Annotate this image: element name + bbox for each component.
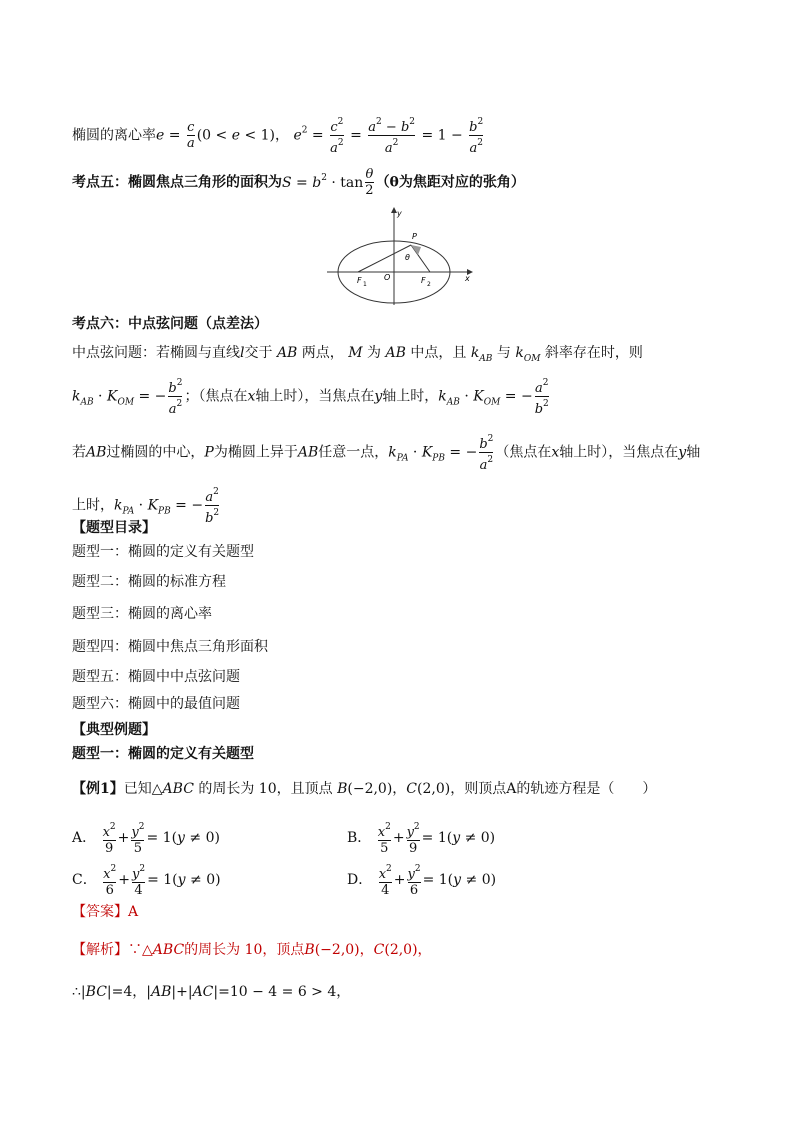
catalog-item-5: 题型五：椭圆中中点弦问题 (72, 669, 240, 685)
section6-para3: 若AB过椭圆的中心，P为椭圆上异于AB任意一点，$k_{PA} \cdot K_{PB}$ = − $\frac{b^2}{a^2}$ （焦点在x轴上时），当焦点在y轴 (72, 434, 701, 473)
eccentricity-line: 椭圆的离心率e = $\frac{c}{a}$ (0 < e < 1)， $e^2$ = $\frac{c^2}{a^2}$ = $\frac{a^2 - b^2}{a^2}$ = 1 − $\frac{b^2}{a^2}$ (72, 117, 484, 156)
ellipse-focal-triangle-figure (325, 205, 475, 305)
label-y-axis: y (397, 209, 402, 218)
type1-heading: 题型一：椭圆的定义有关题型 (72, 746, 254, 762)
label-theta: θ (405, 253, 410, 262)
catalog-item-3: 题型三：椭圆的离心率 (72, 606, 212, 622)
option-a[interactable]: A． $\frac{x^2}{9}$ + $\frac{y^2}{5}$ = 1(y ≠ 0) (72, 822, 220, 856)
label-f2-sub: 2 (427, 281, 431, 288)
label-f1: F (357, 276, 362, 285)
eccentricity-prefix: 椭圆的离心率 (72, 127, 156, 144)
label-f1-sub: 1 (363, 281, 367, 288)
label-f2: F (421, 276, 426, 285)
catalog-heading: 【题型目录】 (72, 520, 156, 536)
option-c[interactable]: C． $\frac{x^2}{6}$ + $\frac{y^2}{4}$ = 1(y ≠ 0) (72, 864, 221, 898)
section6-para2: $k_{AB} \cdot K_{OM}$ = − $\frac{b^2}{a^2}$ ；（焦点在x轴上时），当焦点在y轴上时，$k_{AB} \cdot K_{OM}$ = − $\frac{a^2}{b^2}$ (72, 378, 549, 417)
label-p: P (412, 232, 417, 241)
label-x-axis: x (465, 274, 470, 283)
catalog-item-4: 题型四：椭圆中焦点三角形面积 (72, 639, 268, 655)
example1-question: 【例1】已知△ABC 的周长为 10，且顶点 B(−2,0)，C(2,0)，则顶点A的轨迹方程是（ ） (72, 781, 657, 797)
section6-para4: 上时，$k_{PA} \cdot K_{PB}$ = − $\frac{a^2}{b^2}$ (72, 487, 220, 526)
catalog-item-6: 题型六：椭圆中的最值问题 (72, 696, 240, 712)
section5-heading: 考点五：椭圆焦点三角形的面积为$S = b^2 \cdot \tan$ $\frac{\theta}{2}$ （θ为焦距对应的张角） (72, 167, 525, 198)
catalog-item-1: 题型一：椭圆的定义有关题型 (72, 544, 254, 560)
section6-para1: 中点弦问题：若椭圆与直线l交于 AB 两点， M 为 AB 中点，且 $k_{AB}$ 与 $k_{OM}$ 斜率存在时，则 (72, 345, 643, 364)
label-origin: O (384, 273, 391, 282)
section6-heading: 考点六：中点弦问题（点差法） (72, 316, 268, 332)
option-d[interactable]: D． $\frac{x^2}{4}$ + $\frac{y^2}{6}$ = 1(y ≠ 0) (347, 864, 497, 898)
option-b[interactable]: B． $\frac{x^2}{5}$ + $\frac{y^2}{9}$ = 1(y ≠ 0) (347, 822, 496, 856)
analysis-line-1: 【解析】∵△ABC的周长为 10，顶点B(−2,0)，C(2,0)， (72, 942, 432, 958)
catalog-item-2: 题型二：椭圆的标准方程 (72, 574, 226, 590)
answer-line: 【答案】A (72, 904, 139, 920)
examples-heading: 【典型例题】 (72, 722, 156, 738)
analysis-line-2: ∴|BC|=4，|AB|+|AC|=10 − 4 = 6 > 4， (72, 984, 351, 1000)
